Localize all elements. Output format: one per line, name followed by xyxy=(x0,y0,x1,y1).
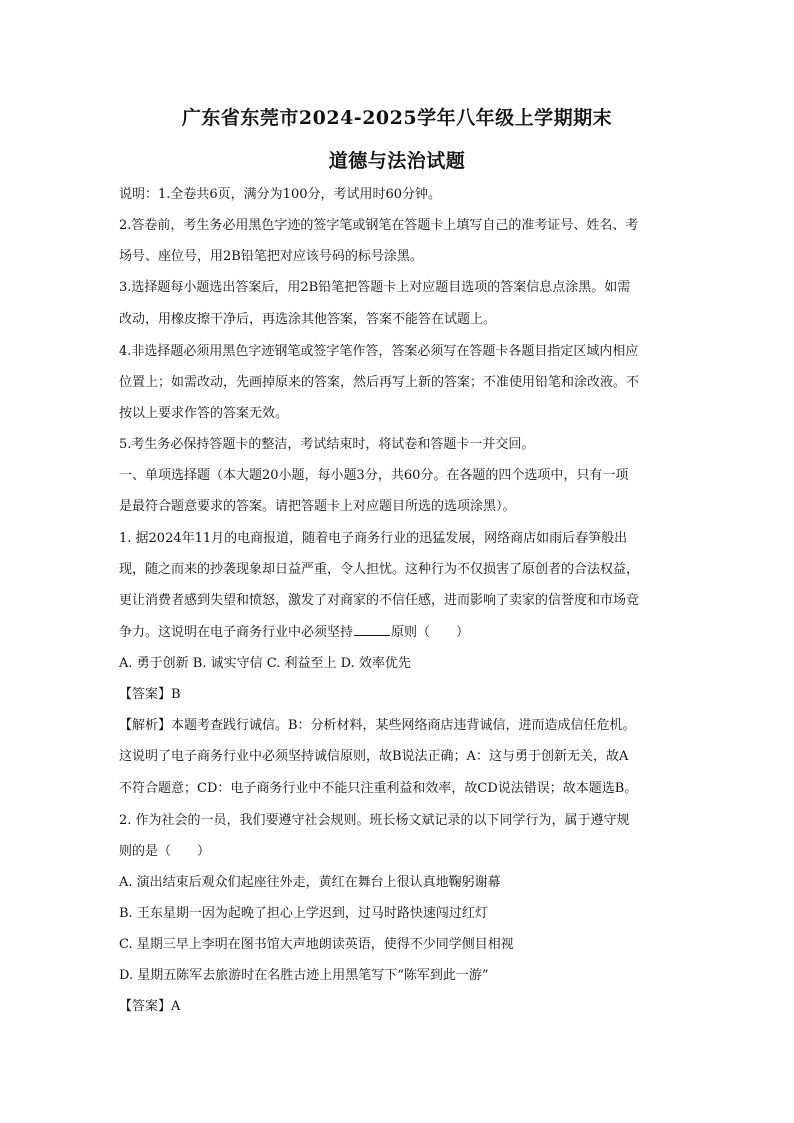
question-option: C. 星期三早上李明在图书馆大声地朗读英语，使得不少同学侧目相视 xyxy=(119,937,514,952)
instruction-line: 3.选择题每小题选出答案后，用2B铅笔把答题卡上对应题目选项的答案信息点涂黑。如需 xyxy=(119,280,631,295)
instruction-line: 2.答卷前，考生务必用黑色字迹的签字笔或钢笔在答题卡上填写自己的准考证号、姓名、考 xyxy=(119,218,639,233)
instruction-line: 4.非选择题必须用黑色字迹钢笔或签字笔作答，答案必须写在答题卡各题目指定区域内相应 xyxy=(119,344,639,359)
question-stem: 2. 作为社会的一员，我们要遵守社会规则。班长杨文斌记录的以下同学行为，属于遵守规 xyxy=(119,813,630,828)
question-stem: 现，随之而来的抄袭现象却日益严重，令人担忧。这种行为不仅损害了原创者的合法权益， xyxy=(119,562,640,577)
stem-text: 原则（ ） xyxy=(391,625,470,640)
question-option: A. 演出结束后观众们起座往外走，黄红在舞台上很认真地鞠躬谢幕 xyxy=(119,875,501,890)
answer-label: 【答案】A xyxy=(119,999,181,1014)
analysis-text: 这说明了电子商务行业中必须坚持诚信原则，故B说法正确；A：这与勇于创新无关，故A xyxy=(119,749,629,764)
section-heading: 一、单项选择题（本大题20小题，每小题3分，共60分。在各题的四个选项中，只有一项 xyxy=(119,468,629,483)
analysis-text: 不符合题意；CD：电子商务行业中不能只注重利益和效率，故CD说法错误；故本题选B。 xyxy=(119,781,638,796)
exam-title: 广东省东莞市2024-2025学年八年级上学期期末 xyxy=(181,107,613,129)
instruction-line: 说明：1.全卷共6页，满分为100分，考试用时60分钟。 xyxy=(119,187,442,202)
answer-blank xyxy=(354,623,390,636)
question-options: A. 勇于创新 B. 诚实守信 C. 利益至上 D. 效率优先 xyxy=(119,656,411,671)
question-stem: 则的是（ ） xyxy=(119,844,211,859)
question-stem: 1. 据2024年11月的电商报道，随着电子商务行业的迅猛发展，网络商店如雨后春笋般出 xyxy=(119,531,628,546)
question-option: B. 王东星期一因为起晚了担心上学迟到，过马时路快速闯过红灯 xyxy=(119,906,488,921)
instruction-line: 位置上；如需改动，先画掉原来的答案，然后再写上新的答案；不准使用铅笔和涂改液。不 xyxy=(119,375,640,390)
analysis-text: 【解析】本题考查践行诚信。B：分析材料，某些网络商店违背诚信，进而造成信任危机。 xyxy=(119,718,636,733)
exam-subtitle: 道德与法治试题 xyxy=(328,150,466,172)
answer-label: 【答案】B xyxy=(119,687,181,702)
instruction-line: 5.考生务必保持答题卡的整洁，考试结束时，将试卷和答题卡一并交回。 xyxy=(119,437,535,452)
stem-text: 争力。这说明在电子商务行业中必须坚持 xyxy=(119,625,354,640)
section-heading: 是最符合题意要求的答案。请把答题卡上对应题目所选的选项涂黑）。 xyxy=(119,499,516,514)
instruction-line: 按以上要求作答的答案无效。 xyxy=(119,406,289,421)
instruction-line: 场号、座位号，用2B铅笔把对应该号码的标号涂黑。 xyxy=(119,249,423,264)
question-option: D. 星期五陈军去旅游时在名胜古迹上用黑笔写下“陈军到此一游” xyxy=(119,968,489,983)
instruction-line: 改动，用橡皮擦干净后，再选涂其他答案，答案不能答在试题上。 xyxy=(119,312,497,327)
question-stem xyxy=(119,623,689,641)
question-stem: 更让消费者感到失望和愤怒，激发了对商家的不信任感，进而影响了卖家的信誉度和市场竞 xyxy=(119,593,640,608)
